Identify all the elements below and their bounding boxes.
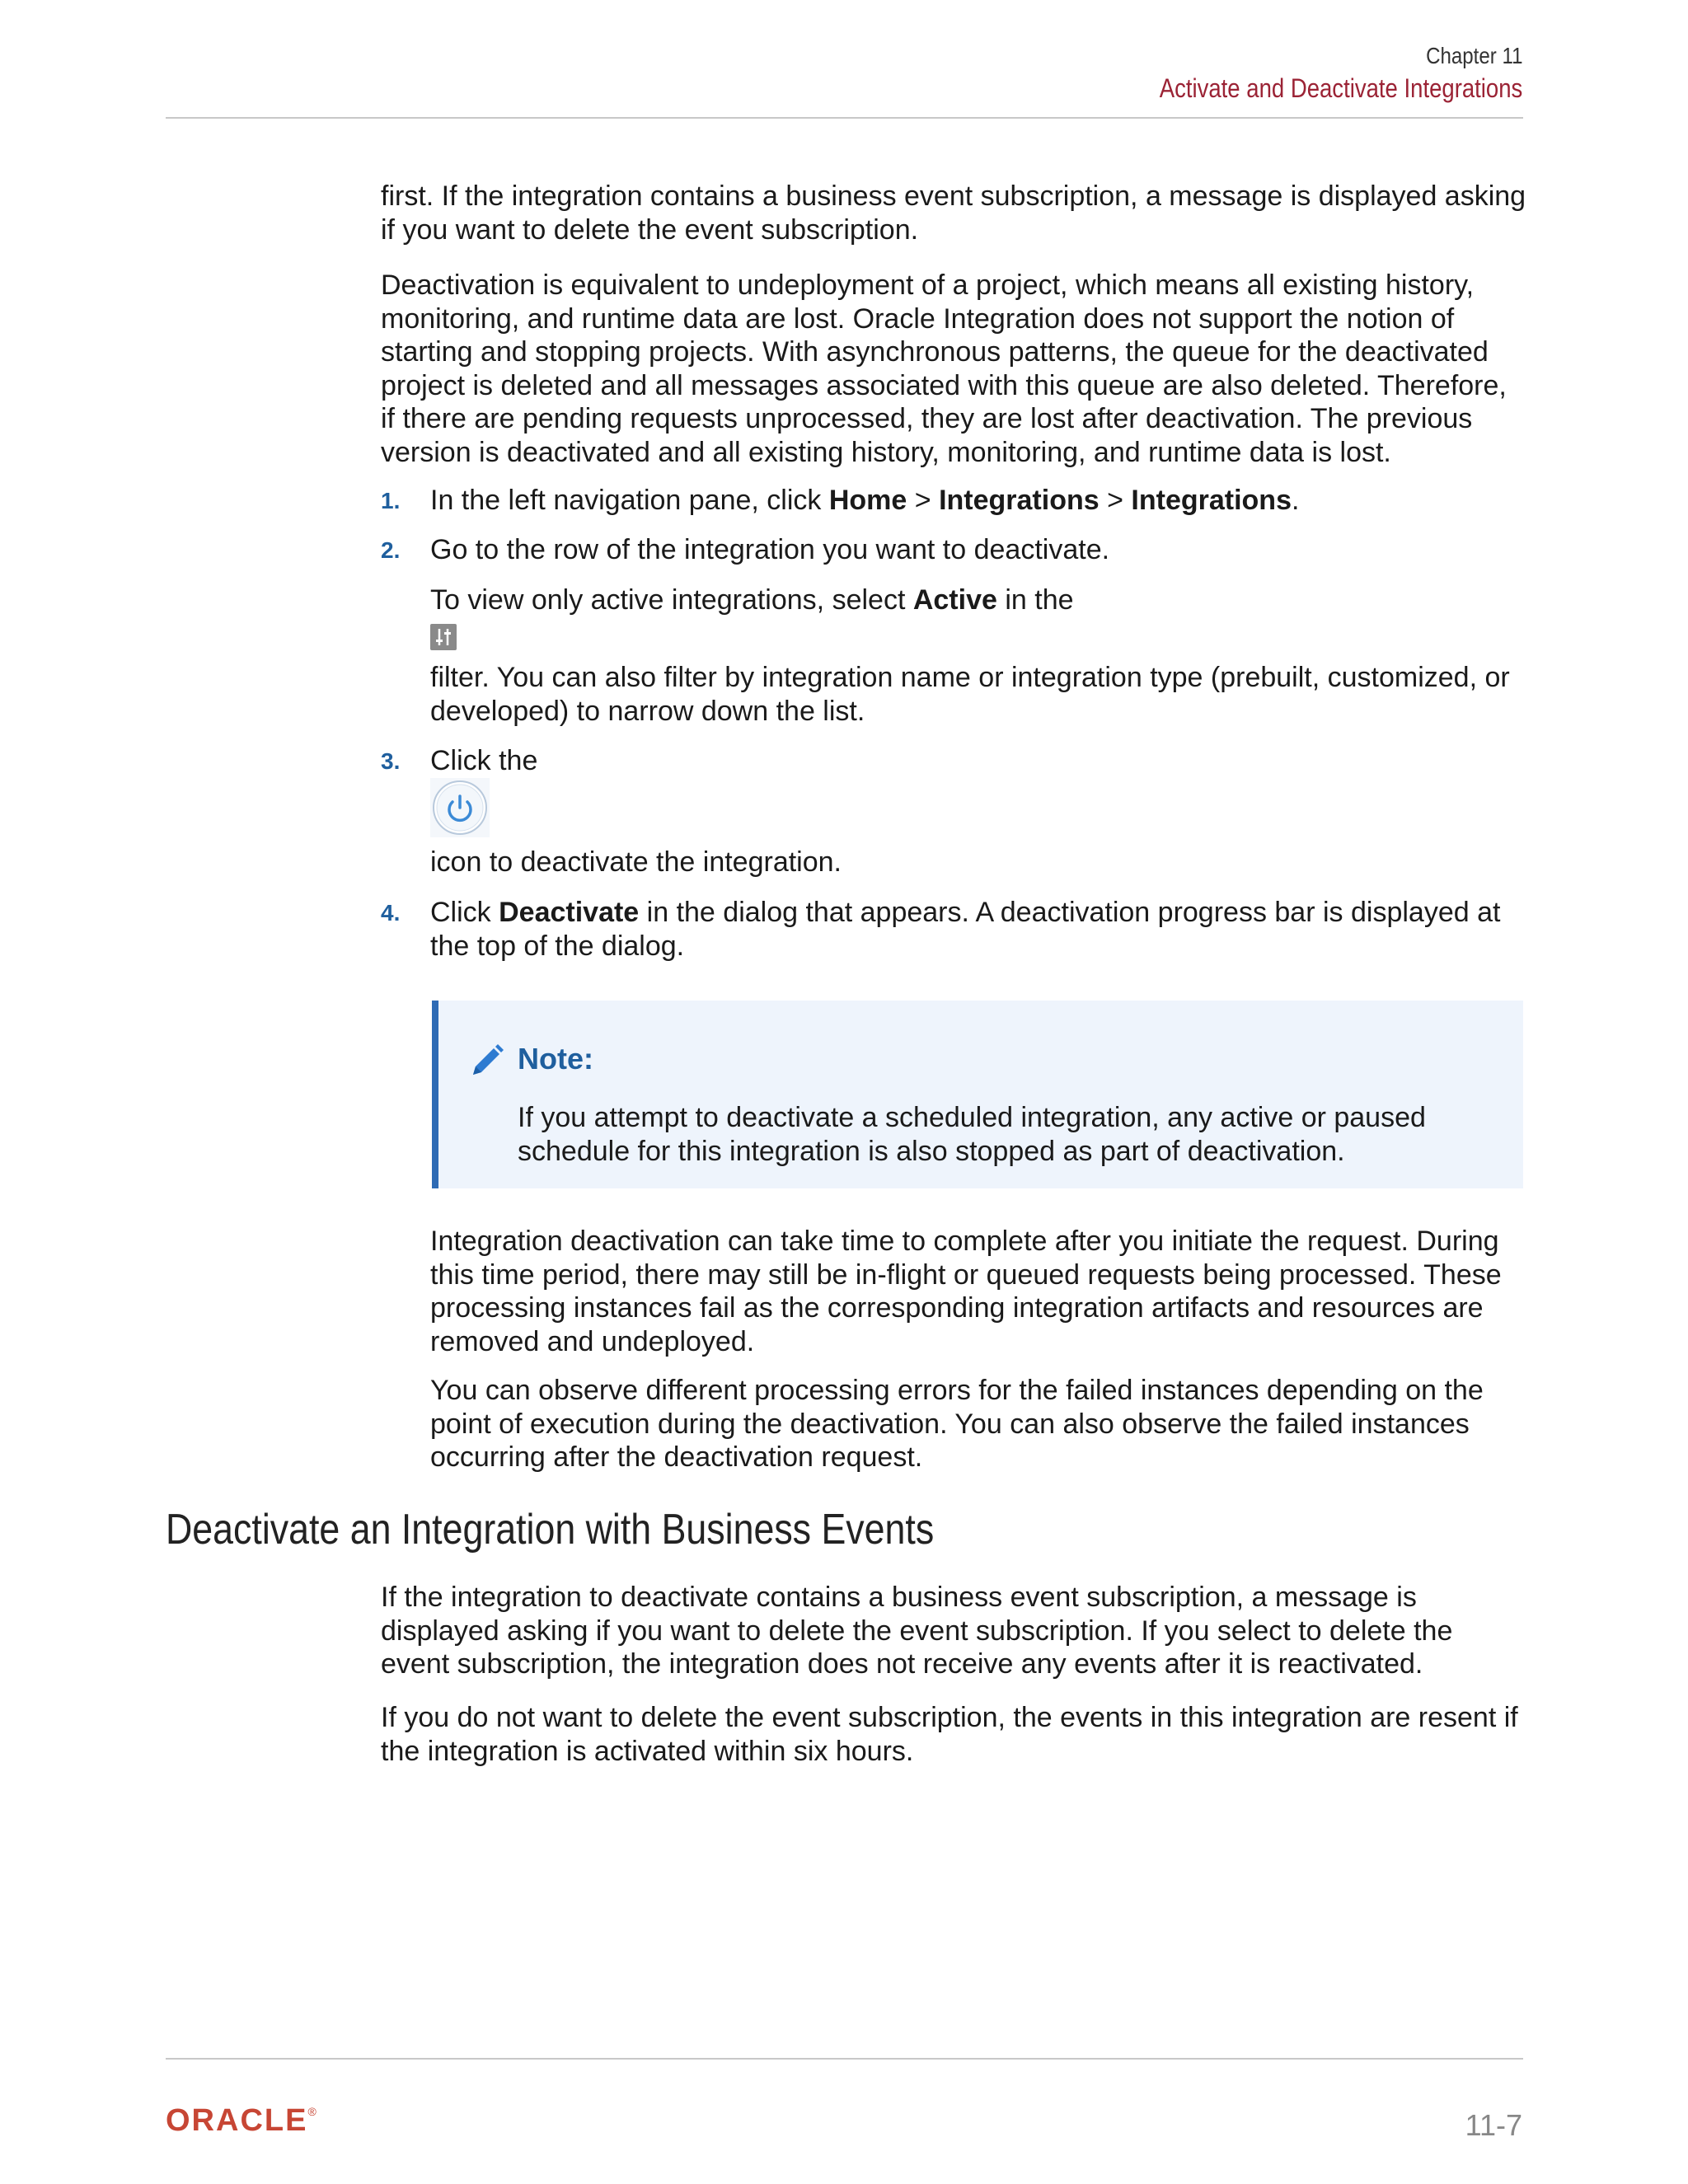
menu-path-separator: > [907, 485, 940, 516]
step-3-text: Click the [430, 745, 538, 776]
step-4-text-part: Click [430, 897, 499, 928]
step-1-text [430, 484, 1526, 518]
filter-icon [430, 624, 457, 650]
intro-paragraph-2: Deactivation is equivalent to undeployment of a project, which means all existing history, monitoring, and runtime data are lost. Oracle Integration does not support the notion of starting and stopping projects. With asynchronous patterns, the queue for the deactivated project is deleted and all messages associated with this queue are also deleted. Therefore, if there are pending requests unprocessed, they are lost after deactivation. The previous version is deactivated and all existing history, monitoring, and runtime data is lost. [381, 269, 1507, 468]
step-number: 3. [381, 748, 401, 774]
section-2-paragraph-2: If you do not want to delete the event subscription, the events in this integration are resent if the integration is activated within six hours. [381, 1702, 1518, 1767]
step-1-text-part: . [1291, 485, 1300, 516]
page-number: 11-7 [1465, 2108, 1522, 2142]
filter-icon-glyph [430, 624, 457, 650]
oracle-logo-text: ORACLE [166, 2103, 308, 2138]
oracle-logo [166, 2103, 316, 2139]
step-2-filter-text: filter. You can also filter by integration name or integration type (prebuilt, customized, or developed) to narrow down the list. [430, 662, 1510, 727]
power-icon-glyph [430, 778, 490, 837]
menu-path-integrations: Integrations [1131, 485, 1292, 516]
step-number: 1. [381, 488, 401, 513]
footer-divider [166, 2058, 1523, 2060]
note-title: Note: [518, 1042, 593, 1076]
menu-path-home: Home [828, 485, 907, 516]
step-1-text-part: In the left navigation pane, click [430, 485, 829, 516]
step-number: 4. [381, 900, 401, 926]
header-divider [166, 117, 1523, 119]
power-icon [430, 778, 490, 837]
pencil-icon [468, 1042, 506, 1080]
step-2-text: Go to the row of the integration you want to deactivate. [430, 534, 1110, 565]
step-3-text-continued: icon to deactivate the integration. [430, 846, 842, 878]
step-2-subtext-part: To view only active integrations, select [430, 584, 913, 616]
deactivate-button-label: Deactivate [499, 897, 640, 928]
active-filter-value: Active [912, 584, 997, 616]
pencil-icon-glyph [468, 1042, 506, 1080]
registered-mark: ® [307, 2105, 316, 2118]
intro-paragraph-1: first. If the integration contains a business event subscription, a message is displayed asking if you want to delete the event subscription. [381, 180, 1526, 246]
after-note-paragraph-2: You can observe different processing errors for the failed instances depending on the point of execution during the deactivation. You can also observe the failed instances occurring after the deactivation request. [430, 1375, 1484, 1473]
step-2-subtext [430, 583, 1526, 617]
after-note-paragraph-1: Integration deactivation can take time to complete after you initiate the request. During this time period, there may still be in-flight or queued requests being processed. These processing instances fail as the corresponding integration artifacts and resources are removed and undeployed. [430, 1226, 1502, 1357]
step-4-text [430, 896, 1526, 963]
section-label: Activate and Deactivate Integrations [1159, 73, 1522, 103]
step-2-subtext-part: in the [996, 584, 1074, 616]
chapter-label: Chapter 11 [1425, 43, 1522, 68]
note-text: If you attempt to deactivate a scheduled integration, any active or paused schedule for this integration is also stopped as part of deactivation. [518, 1102, 1426, 1167]
menu-path-integrations: Integrations [939, 485, 1100, 516]
step-4-text-part: in the dialog that appears. A deactivation progress bar is displayed at the top of the dialog. [430, 897, 1501, 962]
section-2-paragraph-1: If the integration to deactivate contains a business event subscription, a message is displayed asking if you want to delete the event subscription. If you select to delete the event subscription, the integration does not receive any events after it is reactivated. [381, 1582, 1453, 1680]
section-heading: Deactivate an Integration with Business Events [166, 1506, 935, 1554]
step-number: 2. [381, 537, 401, 563]
menu-path-separator: > [1099, 485, 1132, 516]
